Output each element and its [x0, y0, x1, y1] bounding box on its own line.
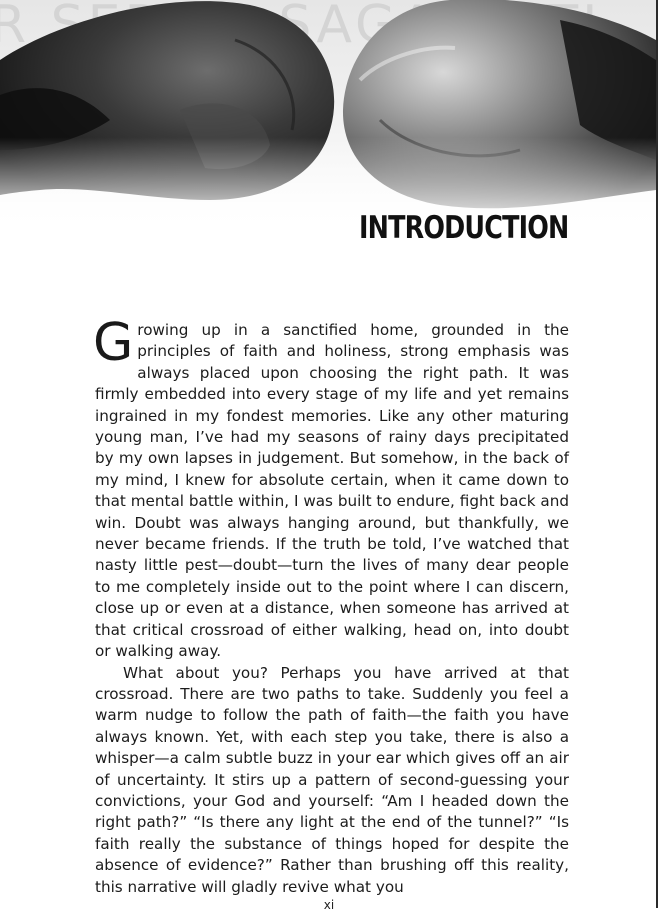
- chapter-body: [93, 313, 569, 898]
- paragraph-1-text: rowing up in a sanctified home, grounded in the principles of faith and holiness, strong emphasis was always placed upon choosing the right path. It was firmly embedded into every stage of my life and yet remains ingrained in my fondest memories. Like any other maturing young man, I’ve had my seasons of rainy days precipitated by my own lapses in judgement. But somehow, in the back of my mind, I knew for absolute certain, when it came down to that mental battle within, I was built to endure, fight back and win. Doubt was always hanging around, but thankfully, we never became friends. If the truth be told, I’ve watched that nasty little pest—doubt—turn the lives of many dear people to me completely inside out to the point where I can discern, close up or even at a distance, when someone has arrived at that critical crossroad of either walking, head on, into doubt or walking away.: [95, 321, 569, 661]
- drop-cap: G: [93, 313, 134, 373]
- paragraph-2: What about you? Perhaps you have arrived at that crossroad. There are two paths to take. Suddenly you feel a warm nudge to follow the path of faith—the faith you have always known. Yet, with each step you take, there is also a whisper—a calm subtle buzz in your ear which gives off an air of uncertainty. It stirs up a pattern of second-guessing your convictions, your God and yourself: “Am I headed down the right path?” “Is there any light at the end of the tunnel?” “Is faith really the substance of things hoped for despite the absence of evidence?” Rather than brushing off this reality, this narrative will gladly revive what you: [95, 663, 569, 896]
- paragraph-1: [93, 313, 569, 663]
- chapter-title: INTRODUCTION: [358, 210, 568, 246]
- page-number: xi: [323, 898, 335, 912]
